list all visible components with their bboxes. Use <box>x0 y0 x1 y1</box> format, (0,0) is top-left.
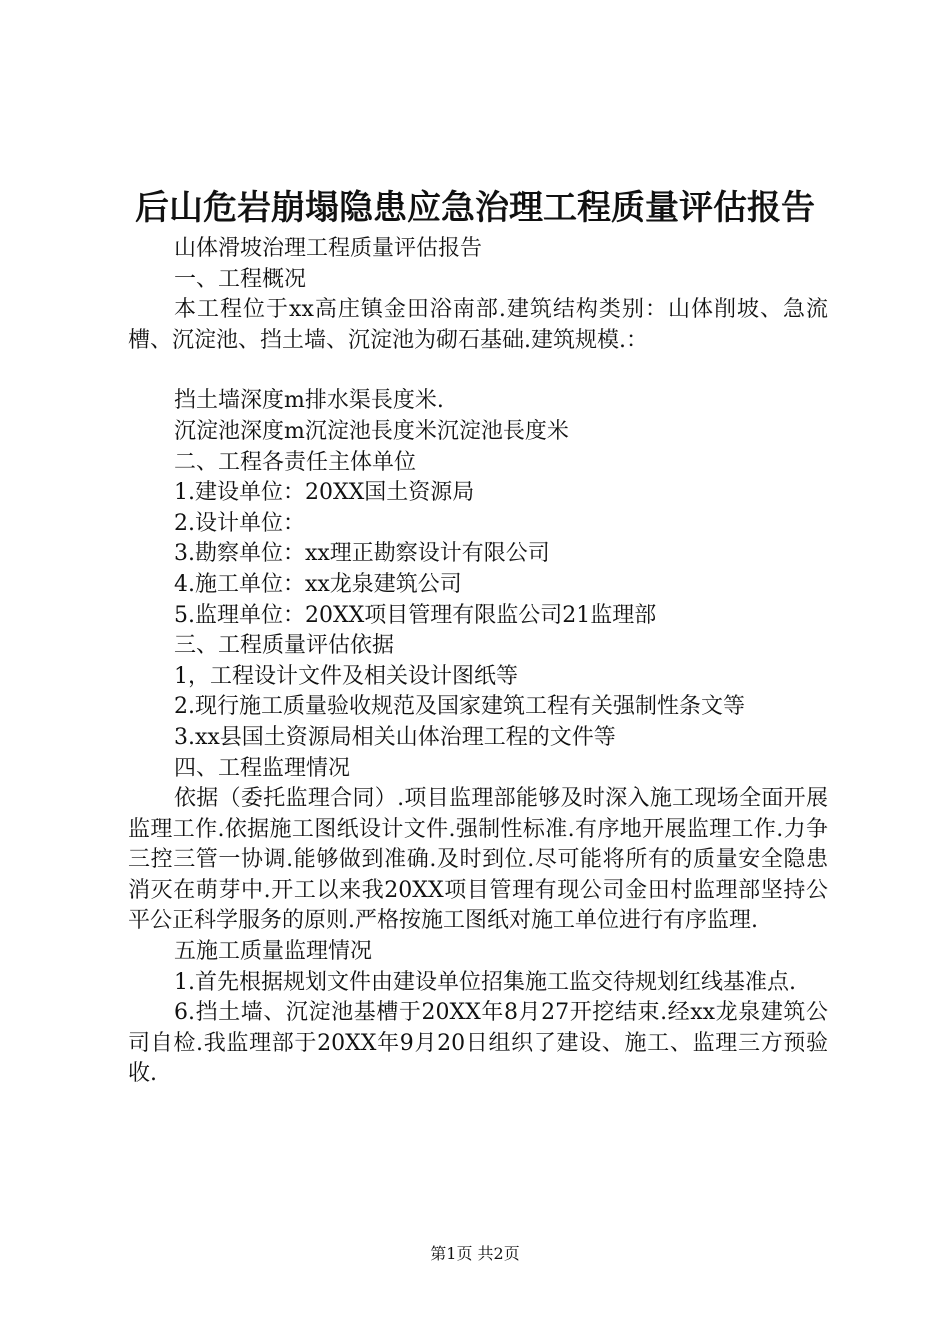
list-item-survey-unit: 3.勘察单位：xx理正勘察设计有限公司 <box>174 541 550 567</box>
section-heading-responsible-units: 二、工程各责任主体单位 <box>174 449 417 475</box>
section-heading-quality-supervision: 五施工质量监理情况 <box>174 939 373 965</box>
list-item-bureau-documents: 3.xx县国土资源局相关山体治理工程的文件等 <box>174 724 616 750</box>
list-item-builder-unit: 4.施工单位：xx龙泉建筑公司 <box>174 571 462 597</box>
paragraph-sedimentation-tank: 沉淀池深度m沉淀池長度米沉淀池長度米 <box>174 418 569 444</box>
list-item-construction-unit: 1.建设单位：20XX国土资源局 <box>174 480 475 506</box>
list-item-benchmark: 1.首先根据规划文件由建设单位招集施工监交待规划红线基准点. <box>174 969 796 995</box>
paragraph-retaining-wall: 挡土墙深度m排水渠長度米. <box>174 388 444 414</box>
page-number: 第1页 共2页 <box>430 1244 520 1263</box>
document-title: 后山危岩崩塌隐患应急治理工程质量评估报告 <box>135 188 815 228</box>
section-heading-assessment-basis: 三、工程质量评估依据 <box>174 633 395 659</box>
section-heading-supervision: 四、工程监理情况 <box>174 755 351 781</box>
list-item-acceptance-standards: 2.现行施工质量验收规范及国家建筑工程有关强制性条文等 <box>174 694 745 720</box>
section-heading-overview: 一、工程概况 <box>174 266 307 292</box>
list-item-supervision-unit: 5.监理单位：20XX项目管理有限监公司21监理部 <box>174 602 657 628</box>
paragraph-overview: 本工程位于xx高庄镇金田浴南部.建筑结构类别：山体削坡、急流槽、沉淀池、挡土墙、沉淀池为砌石基础.建筑规模.： <box>128 297 828 353</box>
paragraph-supervision: 依据（委托监理合同）.项目监理部能够及时深入施工现场全面开展监理工作.依据施工图纸设计文件.强制性标准.有序地开展监理工作.力争三控三管一协调.能够做到准确.及时到位.尽可能将所有的质量安全隐患消灭在萌芽中.开工以来我20XX项目管理有现公司金田村监理部坚持公平公正科学服务的原则.严格按施工图纸对施工单位进行有序监理. <box>128 786 828 934</box>
list-item-design-unit: 2.设计单位： <box>174 510 305 536</box>
document-body <box>128 234 828 1090</box>
list-item-design-documents: 1，工程设计文件及相关设计图纸等 <box>174 663 518 689</box>
paragraph-subtitle: 山体滑坡治理工程质量评估报告 <box>174 236 483 261</box>
list-item-foundation-trench: 6.挡土墙、沉淀池基槽于20XX年8月27开挖结束.经xx龙泉建筑公司自检.我监理部于20XX年9月20日组织了建设、施工、监理三方预验收. <box>128 1000 828 1087</box>
